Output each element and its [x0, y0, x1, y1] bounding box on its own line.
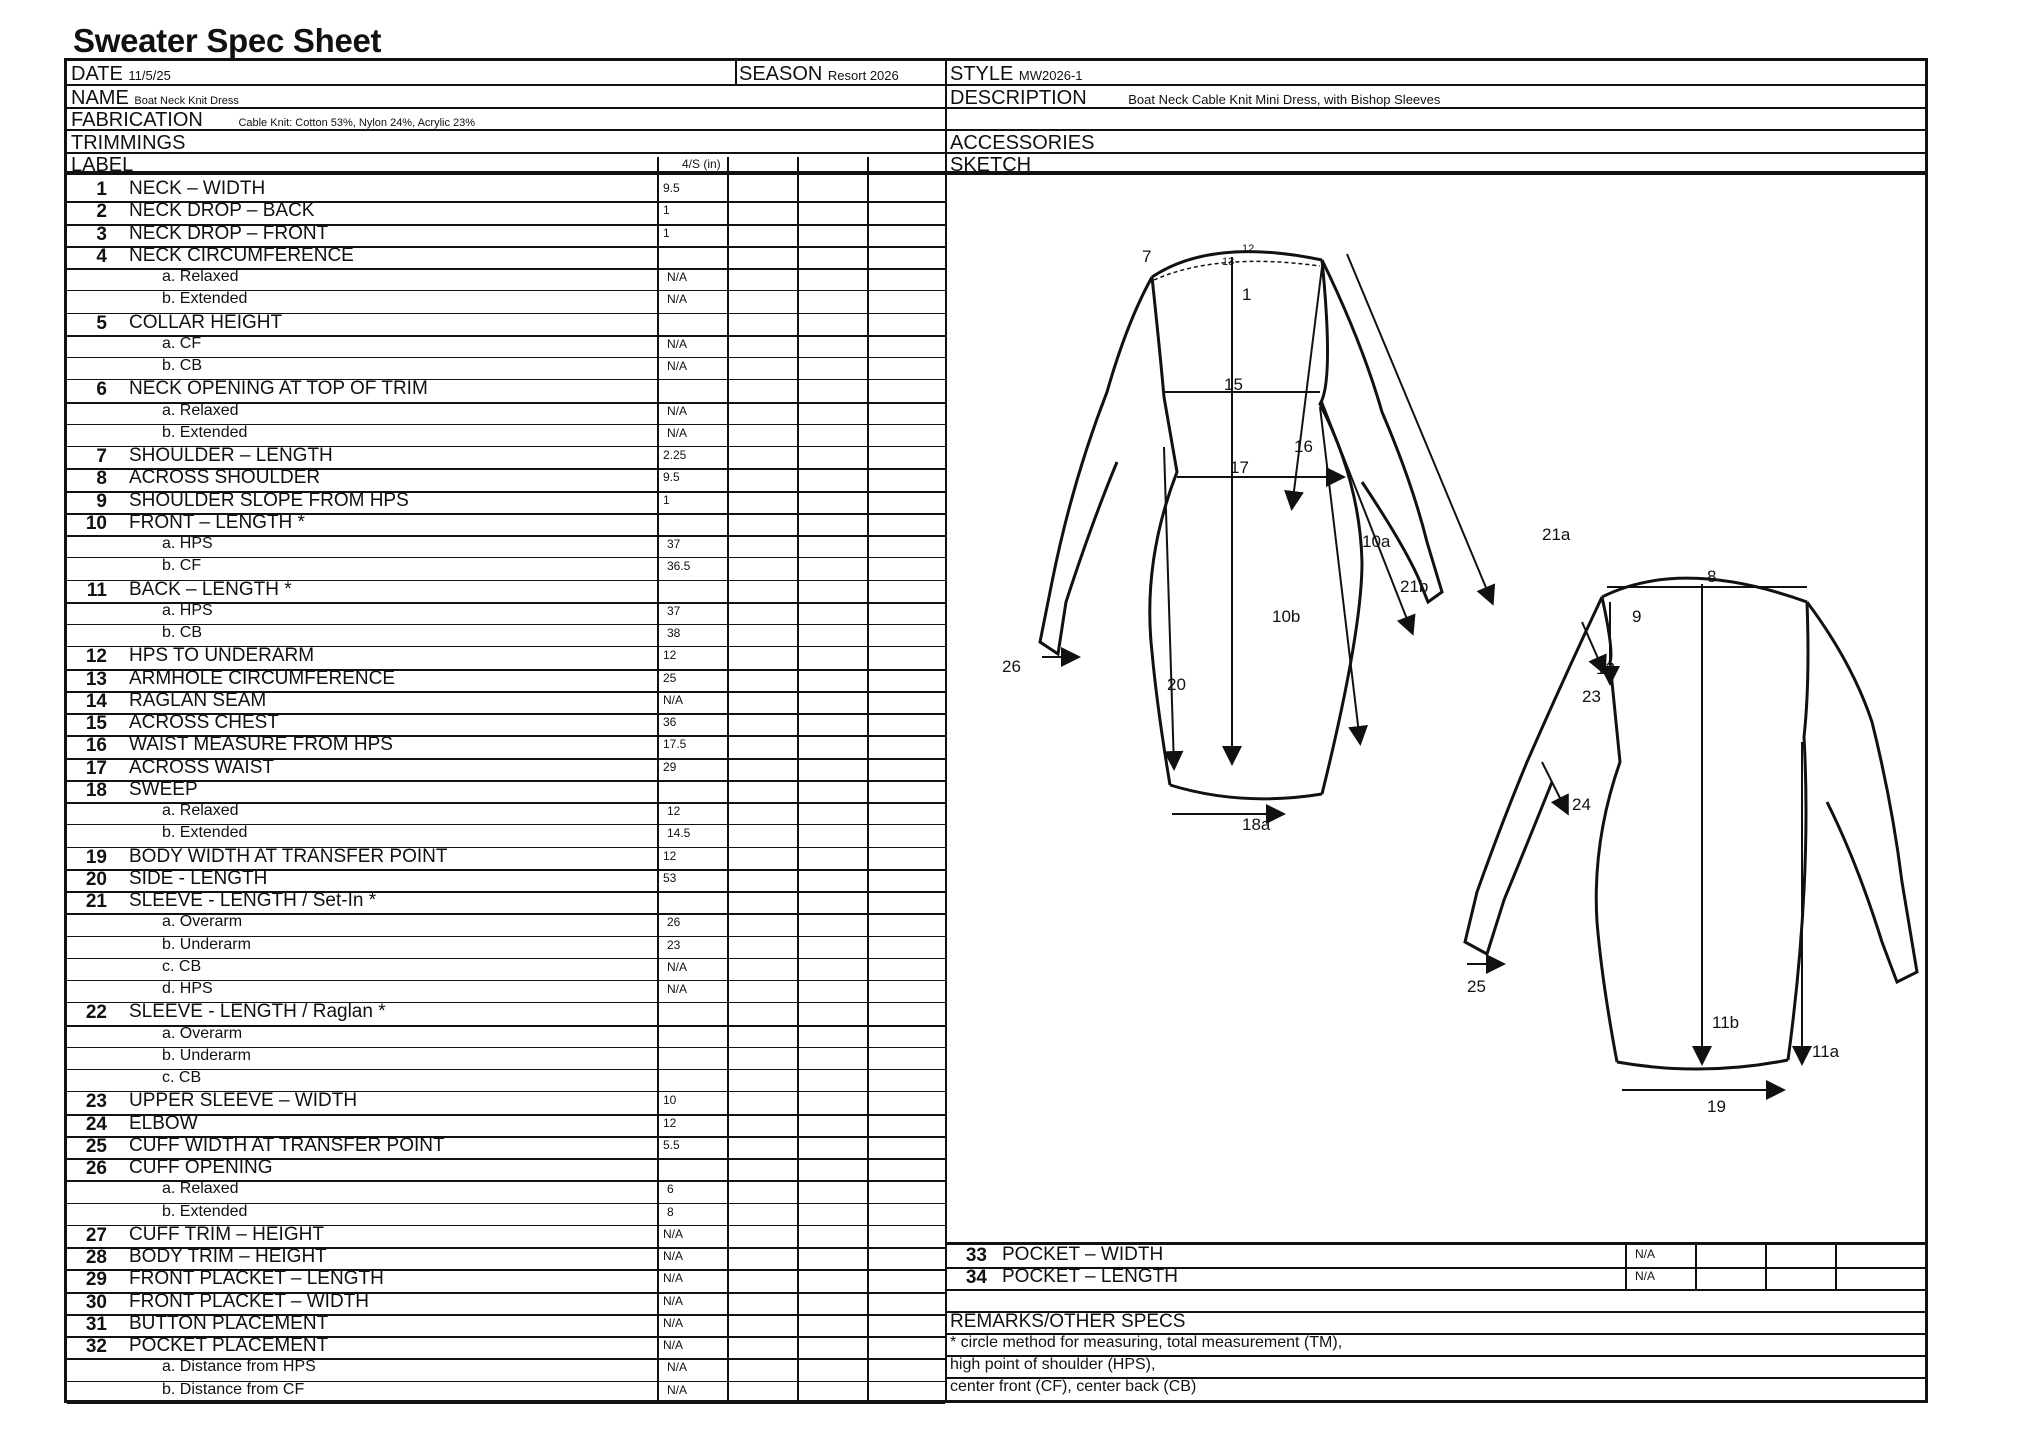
measurement-value: N/A: [667, 336, 688, 351]
date-value: 11/5/25: [128, 68, 171, 83]
measurement-label: UPPER SLEEVE – WIDTH: [129, 1090, 358, 1112]
measurement-label: BACK – LENGTH *: [129, 578, 292, 600]
measurement-label: b. Underarm: [162, 935, 251, 953]
measurement-label: BODY WIDTH AT TRANSFER POINT: [129, 845, 448, 867]
sketch-measure-label: 13: [1222, 256, 1235, 268]
sketch-measure-label: 8: [1707, 567, 1717, 586]
measurement-row: [67, 891, 947, 913]
measurement-row: [67, 780, 947, 802]
sketch-measure-label: 19: [1707, 1097, 1726, 1116]
sketch-measure-label: 10b: [1272, 607, 1301, 626]
sketch-measure-label: 23: [1582, 687, 1601, 706]
measurement-label: a. Distance from HPS: [162, 1358, 316, 1376]
measurement-label: NECK – WIDTH: [129, 178, 266, 199]
fabrication-label-text: FABRICATION: [71, 109, 203, 131]
measurement-row: [67, 824, 947, 846]
measurement-row: [67, 602, 947, 624]
sketch-measure-label: 17: [1230, 458, 1249, 477]
measurement-row: [67, 1158, 947, 1180]
remark-line: high point of shoulder (HPS),: [950, 1356, 1156, 1373]
measurement-label: a. Overarm: [162, 1024, 243, 1042]
sheet-title: Sweater Spec Sheet: [73, 22, 382, 59]
back-garment-outline: [1465, 578, 1917, 1069]
measurement-number: 28: [85, 1247, 107, 1269]
measurement-label: SIDE - LENGTH: [129, 867, 268, 889]
measurement-value: N/A: [663, 1271, 684, 1286]
measurement-row: [67, 402, 947, 424]
measurement-label: c. CB: [162, 1069, 202, 1087]
date-label: [71, 63, 171, 86]
sketch-measure-label: 12: [1596, 659, 1615, 678]
measurement-value: 23: [667, 937, 681, 952]
sketch-measure-label: 26: [1002, 657, 1021, 676]
sketch-measure-label: 16: [1294, 437, 1313, 456]
measurement-label: POCKET – LENGTH: [1002, 1266, 1178, 1287]
measurement-value: N/A: [667, 403, 688, 418]
row-divider: [67, 1403, 945, 1404]
measurement-label: b. CF: [162, 557, 202, 575]
measurement-number: 10: [85, 512, 107, 534]
garment-sketch: [942, 182, 1942, 1232]
measurement-row: [67, 1336, 947, 1358]
measurement-value: N/A: [667, 1360, 688, 1375]
measurement-number: 12: [85, 646, 107, 668]
measurement-row: [67, 580, 947, 602]
measurement-number: 21: [85, 891, 107, 913]
measurement-label: ACROSS SHOULDER: [129, 467, 321, 489]
column-divider: [867, 157, 869, 1403]
measurement-row: [67, 379, 947, 401]
measurement-value: 9.5: [663, 470, 680, 485]
measurement-row: [67, 491, 947, 513]
measurement-value: 2.25: [663, 448, 687, 463]
measurement-number: 9: [96, 490, 107, 512]
measurement-label: SLEEVE - LENGTH / Set-In *: [129, 890, 377, 912]
measurement-row: [67, 290, 947, 312]
measurement-label: NECK DROP – FRONT: [129, 222, 329, 244]
measurement-label: CUFF TRIM – HEIGHT: [129, 1223, 324, 1245]
sketch-measure-label: 15: [1224, 375, 1243, 394]
measurement-label: b. CB: [162, 624, 203, 642]
size-column-header: 4/S (in): [682, 157, 721, 171]
measurement-label: b. Underarm: [162, 1046, 251, 1064]
measurement-value: 14.5: [667, 826, 691, 841]
sketch-measure-label: 11a: [1812, 1042, 1840, 1061]
measurement-row: [67, 357, 947, 379]
measurement-value: 1: [663, 203, 670, 218]
measurement-number: 33: [965, 1245, 987, 1266]
measurement-number: 15: [85, 713, 107, 735]
sketch-measure-label: 7: [1142, 247, 1152, 266]
measurement-label: ACROSS CHEST: [129, 712, 279, 734]
measurement-number: 8: [96, 468, 107, 490]
measurement-value: N/A: [663, 1293, 684, 1308]
measurement-row: [67, 246, 947, 268]
style-value: MW2026-1: [1018, 68, 1083, 83]
measurement-value: N/A: [667, 270, 688, 285]
measurement-number: 13: [85, 668, 107, 690]
measurement-value: 6: [667, 1182, 674, 1197]
name-label: [71, 87, 239, 110]
measurement-row: [67, 1314, 947, 1336]
measurement-value: 12: [663, 648, 677, 663]
measurement-number: 16: [85, 735, 107, 757]
measurement-label: a. Relaxed: [162, 802, 239, 820]
measurement-row: [67, 1225, 947, 1247]
measurement-label: a. Relaxed: [162, 401, 239, 419]
sketch-label: SKETCH: [950, 154, 1032, 176]
column-divider: [657, 157, 659, 1403]
measurement-value: 9.5: [663, 181, 680, 195]
remark-line: center front (CF), center back (CB): [950, 1378, 1197, 1395]
measurement-row: [67, 958, 947, 980]
measurement-number: 34: [965, 1267, 987, 1288]
fabrication-label: [71, 109, 475, 132]
measurement-number: 31: [85, 1313, 107, 1335]
measurement-label: SHOULDER SLOPE FROM HPS: [129, 489, 409, 511]
measurement-value: 38: [667, 626, 681, 641]
measurement-value: 36.5: [667, 559, 691, 574]
measurement-label: NECK DROP – BACK: [129, 200, 315, 222]
sketch-measure-label: 21a: [1542, 525, 1571, 544]
measurement-number: 32: [85, 1336, 107, 1358]
measurement-label: ELBOW: [129, 1112, 198, 1134]
measurement-row: [67, 446, 947, 468]
measurement-row: [67, 869, 947, 891]
measurement-label: d. HPS: [162, 980, 213, 998]
column-divider: [1625, 1242, 1627, 1289]
measurement-row: [67, 980, 947, 1002]
measurement-value: N/A: [663, 1249, 684, 1264]
sketch-measure-label: 10a: [1362, 532, 1391, 551]
measurement-label: NECK CIRCUMFERENCE: [129, 244, 354, 266]
label-label: LABEL: [71, 154, 134, 176]
measurement-row: [67, 735, 947, 757]
style-label-text: STYLE: [950, 63, 1014, 85]
measurement-row: [67, 179, 947, 201]
measurement-label: POCKET PLACEMENT: [129, 1335, 329, 1357]
measurement-label: CUFF WIDTH AT TRANSFER POINT: [129, 1134, 445, 1156]
style-label: [950, 63, 1083, 86]
measurement-label: BODY TRIM – HEIGHT: [129, 1246, 327, 1268]
measurement-number: 26: [85, 1158, 107, 1180]
measurement-value: N/A: [663, 1338, 684, 1353]
measurement-row: [67, 1047, 947, 1069]
measurement-label: b. Extended: [162, 290, 248, 308]
measurement-value: 12: [663, 1115, 677, 1130]
measurement-label: SHOULDER – LENGTH: [129, 445, 333, 467]
sketch-measure-label: 24: [1572, 795, 1591, 814]
measurement-row: [67, 1247, 947, 1269]
measurement-row: [67, 913, 947, 935]
measurement-value: N/A: [667, 982, 688, 997]
measurement-row: [67, 802, 947, 824]
sketch-measure-label: 20: [1167, 675, 1186, 694]
measurement-row: [67, 1292, 947, 1314]
measurement-label: WAIST MEASURE FROM HPS: [129, 734, 393, 756]
measurement-label: NECK OPENING AT TOP OF TRIM: [129, 378, 428, 400]
sketch-measure-label: 18a: [1242, 815, 1271, 834]
fabrication-value: Cable Knit: Cotton 53%, Nylon 24%, Acrylic 23%: [238, 117, 476, 129]
measurement-number: 23: [85, 1091, 107, 1113]
name-label-text: NAME: [71, 87, 129, 109]
measurement-value: 37: [667, 537, 681, 552]
measurement-value: 1: [663, 492, 670, 507]
measurement-number: 2: [96, 201, 107, 223]
measurement-label: c. CB: [162, 957, 202, 975]
measurement-value: 37: [667, 603, 681, 618]
measurement-row: [67, 557, 947, 579]
measurement-row: [67, 624, 947, 646]
measurement-row: [67, 1203, 947, 1225]
measurement-number: 24: [85, 1113, 107, 1135]
measurement-value: 12: [667, 804, 681, 819]
measurement-value: 5.5: [663, 1137, 680, 1152]
sketch-measure-label: 9: [1632, 607, 1642, 626]
sketch-label-group: [1002, 243, 1840, 1116]
measurement-label: ACROSS WAIST: [129, 756, 274, 778]
measurement-number: 25: [85, 1135, 107, 1157]
measurement-number: 29: [85, 1269, 107, 1291]
measurement-label: a. CF: [162, 334, 202, 352]
measurement-label: b. Extended: [162, 1202, 248, 1220]
measurement-row: [67, 1025, 947, 1047]
sketch-measure-label: 25: [1467, 977, 1486, 996]
measurement-number: 17: [85, 757, 107, 779]
measurement-value: N/A: [663, 1315, 684, 1330]
remark-line: * circle method for measuring, total measurement (TM),: [950, 1334, 1343, 1351]
measurement-label: SLEEVE - LENGTH / Raglan *: [129, 1001, 386, 1023]
measurement-row: [67, 468, 947, 490]
measurement-row: [67, 1136, 947, 1158]
sketch-measure-label: 21b: [1400, 577, 1429, 596]
sketch-measure-label: 11b: [1712, 1013, 1740, 1032]
measurement-number: 20: [85, 868, 107, 890]
measurement-row: [67, 1180, 947, 1202]
measurement-row: [67, 1381, 947, 1403]
measurement-value: 26: [667, 915, 681, 930]
description-label: [950, 87, 1440, 110]
date-label-text: DATE: [71, 63, 123, 85]
measurement-number: 1: [96, 179, 107, 200]
measurement-number: 27: [85, 1224, 107, 1246]
row-divider: [947, 1242, 1925, 1245]
measurement-row: [67, 313, 947, 335]
measurement-value: N/A: [667, 425, 688, 440]
measurement-number: 5: [96, 312, 107, 334]
measurement-label: b. CB: [162, 357, 203, 375]
measurement-value: N/A: [663, 692, 684, 707]
front-garment-outline: [1040, 252, 1442, 799]
pocket-remarks-table: [947, 1245, 1925, 1403]
measurement-row: [67, 424, 947, 446]
measurement-value: N/A: [1635, 1247, 1656, 1261]
measurement-label: FRONT – LENGTH *: [129, 511, 305, 533]
measurement-row: [67, 669, 947, 691]
measurement-label: b. Extended: [162, 423, 248, 441]
measurement-row: [67, 758, 947, 780]
measurement-row: [67, 1069, 947, 1091]
measurement-value: N/A: [667, 359, 688, 374]
measurement-number: 3: [96, 223, 107, 245]
measurement-row: [67, 268, 947, 290]
measurement-value: N/A: [667, 959, 688, 974]
measurement-label: b. Distance from CF: [162, 1380, 305, 1398]
measurement-row: [67, 335, 947, 357]
sketch-measure-label: 12: [1242, 243, 1255, 255]
measurement-value: 25: [663, 670, 677, 685]
measurement-row: [67, 646, 947, 668]
measurement-label: CUFF OPENING: [129, 1157, 273, 1179]
measurement-label: COLLAR HEIGHT: [129, 311, 283, 333]
measurement-label: a. HPS: [162, 535, 213, 553]
measurement-value: N/A: [663, 1226, 684, 1241]
name-value: Boat Neck Knit Dress: [134, 95, 239, 107]
remarks-heading: REMARKS/OTHER SPECS: [950, 1311, 1186, 1332]
measurement-row: [67, 1358, 947, 1380]
measurement-label: POCKET – WIDTH: [1002, 1244, 1164, 1265]
measurement-label: a. Relaxed: [162, 268, 239, 286]
measurement-number: 19: [85, 846, 107, 868]
measurement-row: [67, 224, 947, 246]
divider-date-season: [735, 61, 737, 86]
season-label: [739, 63, 899, 86]
measurement-row: [67, 535, 947, 557]
measurement-row: [67, 691, 947, 713]
measurement-row: [67, 847, 947, 869]
measurement-value: 1: [663, 225, 670, 240]
sketch-measure-label: 1: [1242, 285, 1252, 304]
measurement-label: a. HPS: [162, 601, 213, 619]
measurement-value: N/A: [1635, 1269, 1656, 1283]
measurement-value: N/A: [667, 1382, 688, 1397]
measurement-row: [67, 936, 947, 958]
measurement-label: a. Relaxed: [162, 1180, 239, 1198]
measurement-value: 12: [663, 848, 677, 863]
measurement-label: RAGLAN SEAM: [129, 689, 267, 711]
column-divider: [727, 157, 729, 1403]
measurement-label: a. Overarm: [162, 913, 243, 931]
measurement-number: 4: [96, 245, 107, 267]
column-divider: [797, 157, 799, 1403]
measurement-value: 17.5: [663, 737, 687, 752]
measurement-row: [67, 1091, 947, 1113]
measurement-number: 6: [96, 379, 107, 401]
description-value: Boat Neck Cable Knit Mini Dress, with Bishop Sleeves: [1128, 92, 1441, 107]
measurement-number: 7: [96, 446, 107, 468]
description-label-text: DESCRIPTION: [950, 87, 1087, 109]
accessories-label: ACCESSORIES: [950, 132, 1095, 154]
measurement-label: FRONT PLACKET – WIDTH: [129, 1290, 369, 1312]
measurement-value: 8: [667, 1204, 674, 1219]
measurement-lines: [1042, 254, 1807, 1090]
measurement-number: 30: [85, 1291, 107, 1313]
measurement-row: [67, 513, 947, 535]
column-divider: [1835, 1242, 1837, 1289]
trimmings-label: TRIMMINGS: [71, 132, 186, 154]
row-divider: [947, 1289, 1925, 1291]
measurement-label: FRONT PLACKET – LENGTH: [129, 1268, 384, 1290]
column-divider: [1765, 1242, 1767, 1289]
measurement-label: b. Extended: [162, 824, 248, 842]
measurement-number: 14: [85, 690, 107, 712]
measurement-row: [67, 713, 947, 735]
measurement-value: 36: [663, 715, 677, 730]
measurement-value: 10: [663, 1093, 677, 1108]
measurement-value: 29: [663, 759, 677, 774]
measurement-label: ARMHOLE CIRCUMFERENCE: [129, 667, 396, 689]
measurement-value: N/A: [667, 292, 688, 307]
season-label-text: SEASON: [739, 63, 823, 85]
measurement-row: [67, 1002, 947, 1024]
measurement-row: [67, 1269, 947, 1291]
measurement-label: BUTTON PLACEMENT: [129, 1312, 329, 1334]
measurement-label: HPS TO UNDERARM: [129, 645, 315, 667]
measurement-label: SWEEP: [129, 778, 198, 800]
measurement-row: [67, 201, 947, 223]
measurement-number: 11: [86, 579, 107, 601]
season-value: Resort 2026: [827, 68, 899, 83]
measurement-number: 18: [85, 779, 107, 801]
column-divider: [1695, 1242, 1697, 1289]
measurement-value: 53: [663, 870, 677, 885]
measurement-number: 22: [85, 1002, 107, 1024]
measurement-row: [67, 1114, 947, 1136]
